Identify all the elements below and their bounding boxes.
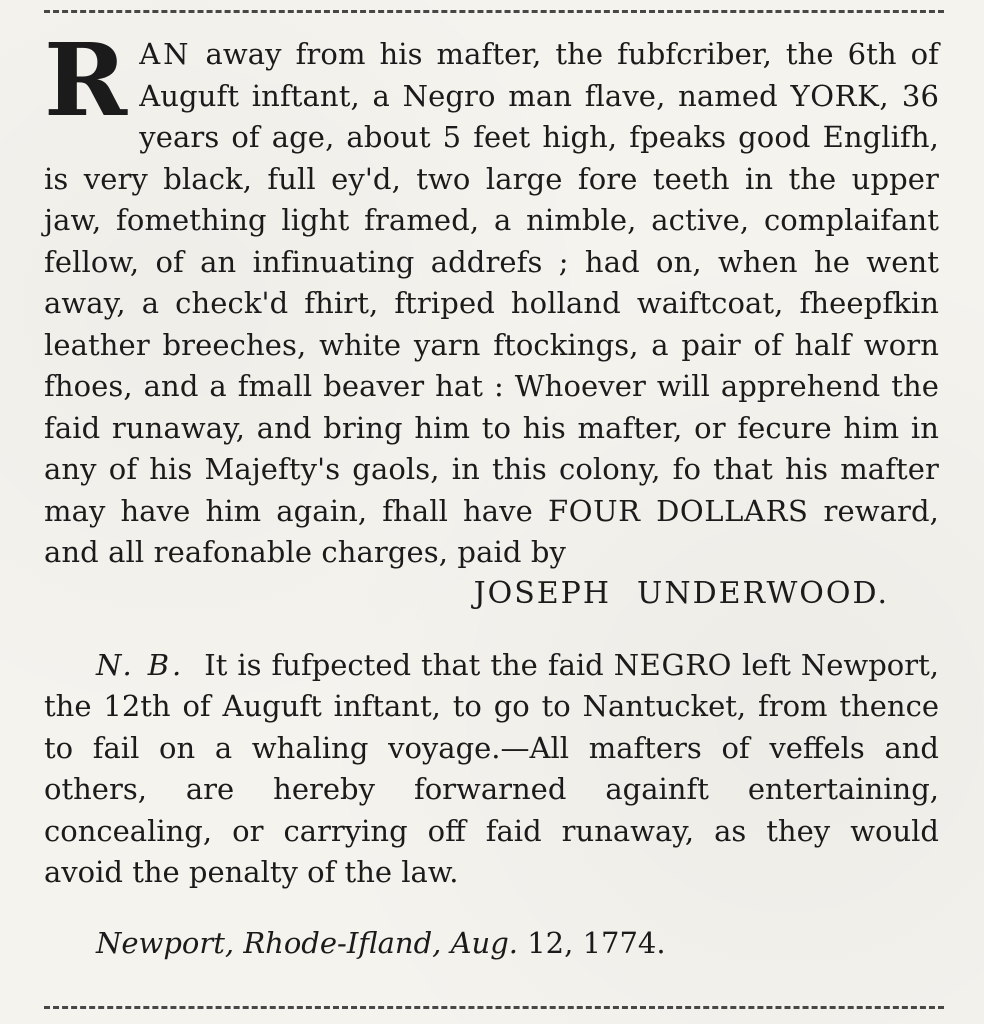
bottom-divider-rule	[44, 1006, 944, 1009]
dateline-date: 12, 1774.	[518, 925, 666, 960]
signature-line	[44, 576, 889, 611]
advertisement-text-part3: reward, and all reafonable charges, paid by	[44, 493, 939, 569]
nota-bene-paragraph	[44, 645, 939, 894]
slave-name: YORK,	[790, 78, 890, 113]
signature-first-name: JOSEPH	[473, 575, 612, 611]
signature-last-name: UNDERWOOD.	[637, 575, 889, 611]
advertisement-text-part1: away from his mafter, the fubfcriber, the 6th of Auguft inftant, a Negro man flave, named	[139, 37, 939, 113]
dateline	[96, 923, 939, 964]
dateline-month: Aug.	[441, 925, 519, 960]
nota-bene-caps-word: NEGRO	[613, 647, 733, 682]
dateline-place: Newport, Rhode-Ifland,	[96, 925, 442, 960]
advertisement-text-part2: 36 years of age, about 5 feet high, fpeaks good Englifh, is very black, full ey'd, two large fore teeth in the upper jaw, fomething light framed, a nimble, active, complaifant fellow, of an infinuating addrefs ; had on, when he went away, a check'd fhirt, ftriped holland waiftcoat, fheepfkin leather breeches, white yarn ftockings, a pair of half worn fhoes, and a fmall beaver hat : Whoever will apprehend the faid runaway, and bring him to his mafter, or fecure him in any of his Majefty's gaols, in this colony, fo that his mafter may have him again, fhall have	[44, 78, 939, 528]
reward-amount: FOUR DOLLARS	[547, 493, 809, 528]
lead-caps-text: AN	[139, 37, 192, 71]
nota-bene-text-part2: left Newport, the 12th of Auguft inftant, to go to Nantucket, from thence to fail on a whaling voyage.—All mafters of veffels and others, are hereby forwarned againft entertaining, concealing, or carrying off faid runaway, as they would avoid the penalty of the law.	[44, 647, 939, 889]
nota-bene-text-part1: It is fufpected that the faid	[194, 647, 614, 682]
runaway-advertisement	[44, 21, 939, 964]
nota-bene-label: N. B.	[96, 647, 185, 682]
advertisement-body	[44, 21, 939, 574]
top-divider-rule	[44, 10, 944, 13]
drop-cap-letter: R	[44, 21, 128, 139]
